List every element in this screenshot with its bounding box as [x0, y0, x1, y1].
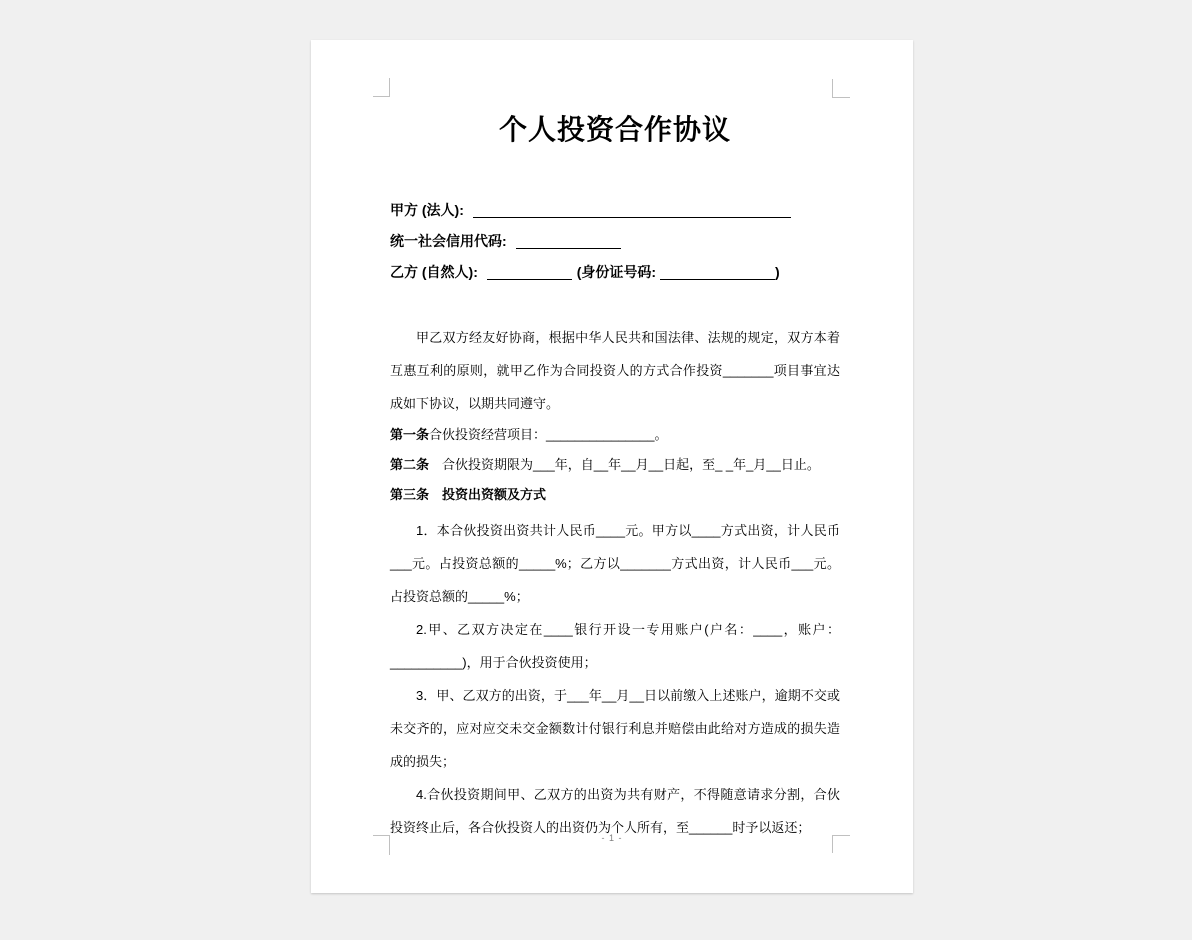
article-1-text: 合伙投资经营项目：_______________。 — [429, 427, 668, 442]
credit-code-row — [390, 226, 840, 257]
document-title: 个人投资合作协议 — [498, 114, 731, 145]
document-page — [311, 40, 913, 893]
party-b-blank-line — [487, 266, 572, 280]
party-b-label: 乙方 (自然人): — [390, 264, 482, 280]
article-2-number: 第二条 — [390, 457, 430, 472]
article-3-clauses — [390, 514, 840, 844]
article-3-heading — [390, 480, 840, 510]
clause-4: 4.合伙投资期间甲、乙双方的出资为共有财产，不得随意请求分割，合伙投资终止后，各合伙投资人的出资仍为个人所有，至______时予以返还； — [390, 787, 840, 835]
id-number-close-paren: ) — [774, 264, 780, 280]
article-3-text: 投资出资额及方式 — [429, 487, 547, 502]
id-number-blank-line — [660, 266, 775, 280]
article-1-number: 第一条 — [390, 427, 430, 442]
article-3-number: 第三条 — [390, 487, 430, 502]
document-content — [311, 40, 913, 844]
article-2-text: 合伙投资期限为___年，自__年__月__日起，至_ _年_月__日止。 — [429, 457, 820, 472]
party-info-block — [390, 195, 840, 288]
id-number-label: (身份证号码: — [576, 264, 660, 280]
intro-paragraph: 甲乙双方经友好协商，根据中华人民共和国法律、法规的规定，双方本着互惠互利的原则，就甲乙作为合同投资人的方式合作投资_______项目事宜达成如下协议，以期共同遵守。 — [390, 330, 840, 411]
party-a-label: 甲方 (法人): — [390, 202, 468, 218]
party-a-row — [390, 195, 840, 226]
party-a-blank-line — [473, 204, 791, 218]
credit-code-blank-line — [516, 235, 621, 249]
clause-2: 2.甲、乙双方决定在____银行开设一专用账户(户名：____，账户：__________)，用于合伙投资使用； — [390, 622, 840, 670]
clause-1: 1．本合伙投资出资共计人民币____元。甲方以____方式出资，计人民币___元。占投资总额的_____%；乙方以_______方式出资，计人民币___元。占投资总额的_____%； — [390, 523, 840, 604]
page-number: - 1 - — [601, 833, 623, 843]
article-1 — [390, 420, 840, 450]
party-b-row — [390, 257, 840, 288]
article-2 — [390, 450, 840, 480]
credit-code-label: 统一社会信用代码: — [390, 233, 511, 249]
clause-3: 3．甲、乙双方的出资，于___年__月__日以前缴入上述账户，逾期不交或未交齐的，应对应交未交金额数计付银行利息并赔偿由此给对方造成的损失造成的损失； — [390, 688, 840, 769]
